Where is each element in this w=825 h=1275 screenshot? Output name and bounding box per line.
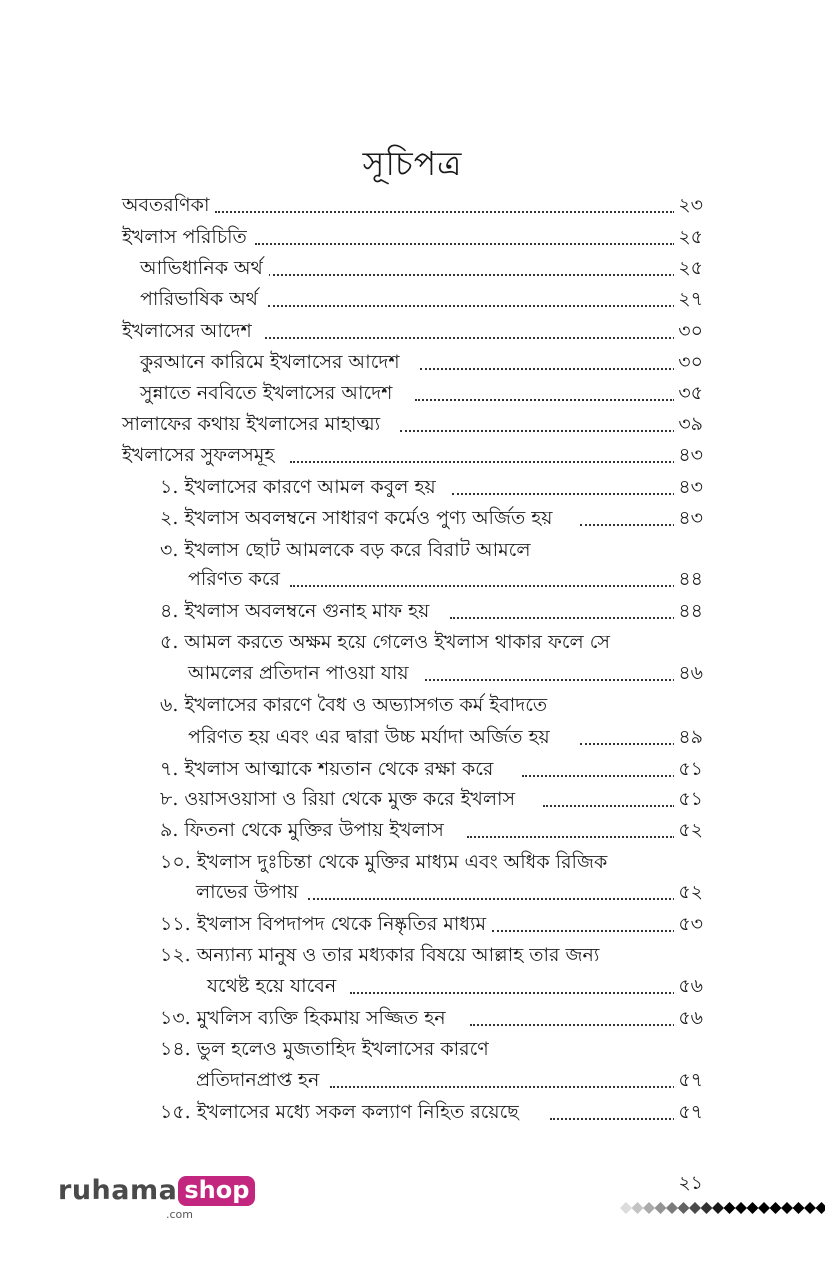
page-number: ২১ (678, 1172, 703, 1194)
toc-entry[interactable]: ইখলাসের আদেশ ৩০ (0, 316, 825, 346)
toc-entry[interactable]: ১৪. ভুল হলেও মুজতাহিদ ইখলাসের কারণে (0, 1034, 825, 1064)
diamond-ornament (724, 1202, 736, 1214)
diamond-ornament (620, 1202, 632, 1214)
logo-brand-text: ruhama (58, 1175, 178, 1206)
toc-entry[interactable]: ১২. অন্যান্য মানুষ ও তার মধ্যকার বিষয়ে আল্লাহ তার জন্য (0, 940, 825, 970)
toc-entry[interactable]: লাভের উপায় ৫২ (0, 877, 825, 907)
decorative-diamond-border (620, 1198, 825, 1218)
publisher-logo (58, 1175, 255, 1221)
diamond-ornament (793, 1202, 805, 1214)
diamond-ornament (632, 1202, 644, 1214)
diamond-ornament (643, 1202, 655, 1214)
toc-entry[interactable]: ৩. ইখলাস ছোট আমলকে বড় করে বিরাট আমলে (0, 535, 825, 565)
diamond-ornament (816, 1202, 825, 1214)
toc-entry[interactable]: যথেষ্ট হয়ে যাবেন ৫৬ (0, 971, 825, 1001)
diamond-ornament (701, 1202, 713, 1214)
logo-domain-suffix: .com (166, 1208, 193, 1221)
toc-entry[interactable]: ১৫. ইখলাসের মধ্যে সকল কল্যাণ নিহিত রয়েছে ৫৭ (0, 1097, 825, 1127)
diamond-ornament (781, 1202, 793, 1214)
diamond-ornament (804, 1202, 816, 1214)
diamond-ornament (689, 1202, 701, 1214)
toc-entry[interactable]: ইখলাস পরিচিতি ২৫ (0, 222, 825, 252)
toc-entry[interactable]: কুরআনে কারিমে ইখলাসের আদেশ ৩০ (0, 347, 825, 377)
diamond-ornament (770, 1202, 782, 1214)
diamond-ornament (758, 1202, 770, 1214)
toc-entry[interactable]: ৭. ইখলাস আত্মাকে শয়তান থেকে রক্ষা করে ৫১ (0, 754, 825, 784)
toc-entry[interactable]: প্রতিদানপ্রাপ্ত হন ৫৭ (0, 1065, 825, 1095)
toc-entry[interactable]: ৪. ইখলাস অবলম্বনে গুনাহ মাফ হয় ৪৪ (0, 596, 825, 626)
diamond-ornament (735, 1202, 747, 1214)
toc-entry[interactable]: পরিণত হয় এবং এর দ্বারা উচ্চ মর্যাদা অর্জিত হয় ৪৯ (0, 722, 825, 752)
toc-entry[interactable]: ৫. আমল করতে অক্ষম হয়ে গেলেও ইখলাস থাকার ফলে সে (0, 627, 825, 657)
diamond-ornament (666, 1202, 678, 1214)
toc-entry[interactable]: পারিভাষিক অর্থ ২৭ (0, 284, 825, 314)
toc-entry[interactable]: ১. ইখলাসের কারণে আমল কবুল হয় ৪৩ (0, 472, 825, 502)
toc-entry[interactable]: ৬. ইখলাসের কারণে বৈধ ও অভ্যাসগত কর্ম ইবাদতে (0, 690, 825, 720)
toc-entry[interactable]: ইখলাসের সুফলসমূহ ৪৩ (0, 440, 825, 470)
toc-entry[interactable]: ২. ইখলাস অবলম্বনে সাধারণ কর্মেও পুণ্য অর্জিত হয় ৪৩ (0, 503, 825, 533)
toc-entry[interactable]: ১১. ইখলাস বিপদাপদ থেকে নিষ্কৃতির মাধ্যম ৫৩ (0, 909, 825, 939)
toc-entry[interactable]: ৮. ওয়াসওয়াসা ও রিয়া থেকে মুক্ত করে ইখলাস ৫১ (0, 784, 825, 814)
toc-entry[interactable]: আভিধানিক অর্থ ২৫ (0, 253, 825, 283)
toc-entry[interactable]: ৯. ফিতনা থেকে মুক্তির উপায় ইখলাস ৫২ (0, 815, 825, 845)
toc-entry[interactable]: ১৩. মুখলিস ব্যক্তি হিকমায় সজ্জিত হন ৫৬ (0, 1003, 825, 1033)
diamond-ornament (747, 1202, 759, 1214)
toc-entry[interactable]: সালাফের কথায় ইখলাসের মাহাত্ম্য ৩৯ (0, 409, 825, 439)
toc-entry[interactable]: অবতরণিকা ২৩ (0, 190, 825, 220)
toc-entry[interactable]: আমলের প্রতিদান পাওয়া যায় ৪৬ (0, 658, 825, 688)
page-title: সূচিপত্র (362, 144, 463, 183)
diamond-ornament (678, 1202, 690, 1214)
toc-entry[interactable]: ১০. ইখলাস দুঃচিন্তা থেকে মুক্তির মাধ্যম এবং অধিক রিজিক (0, 847, 825, 877)
diamond-ornament (655, 1202, 667, 1214)
toc-entry[interactable]: সুন্নাতে নববিতে ইখলাসের আদেশ ৩৫ (0, 378, 825, 408)
diamond-ornament (712, 1202, 724, 1214)
logo-shop-badge: shop (178, 1176, 255, 1206)
toc-entry[interactable]: পরিণত করে ৪৪ (0, 564, 825, 594)
